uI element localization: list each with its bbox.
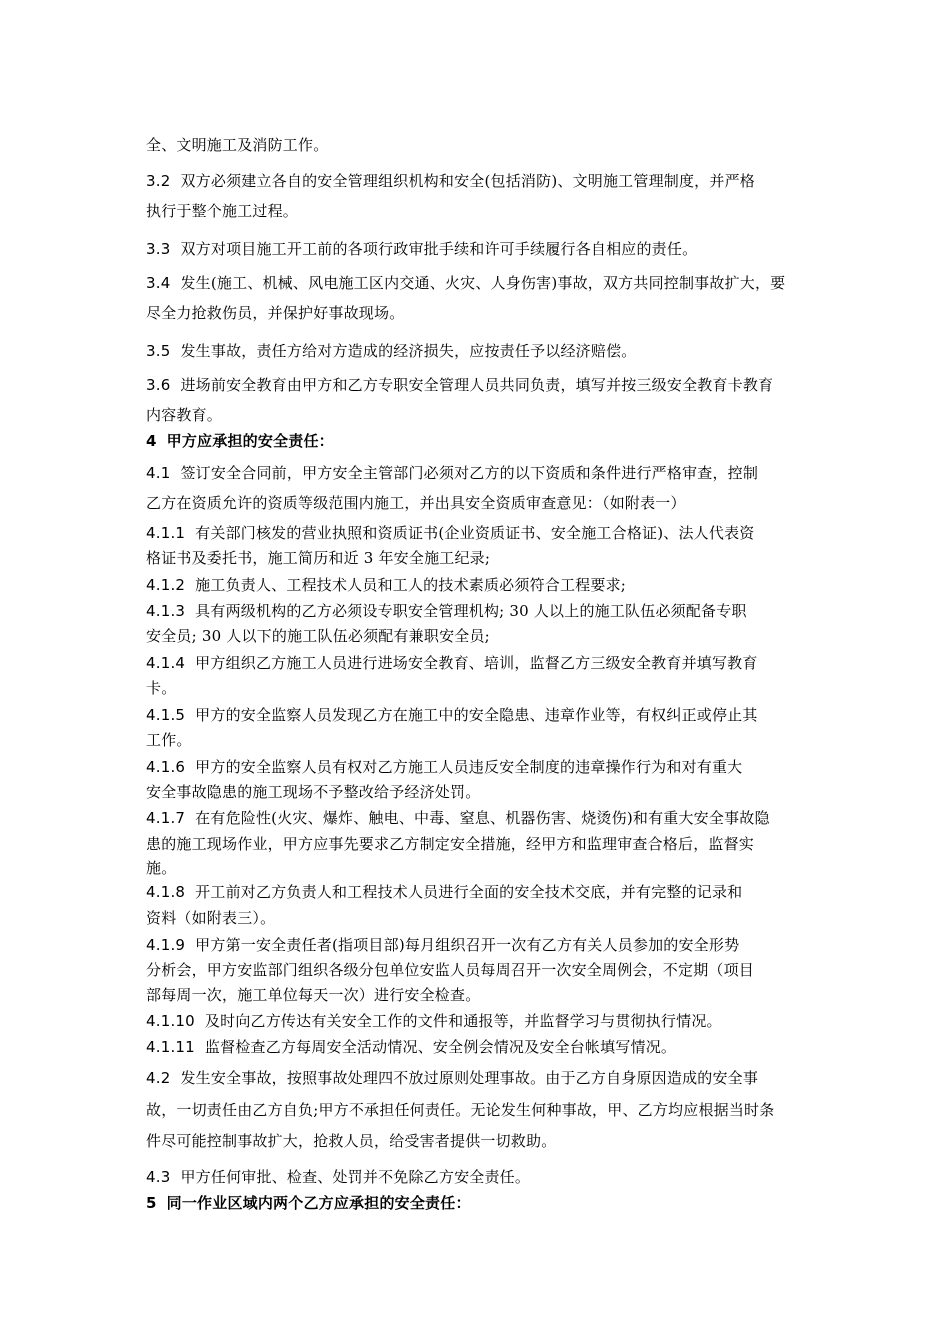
clause-line: [146, 808, 770, 828]
clause-text: 甲方第一安全责任者(指项目部)每月组织召开一次有乙方有关人员参加的安全形势: [195, 936, 740, 954]
clause-text: 发生(施工、机械、风电施工区内交通、火灾、人身伤害)事故，双方共同控制事故扩大，要: [180, 274, 786, 292]
clause-number: 4.1.5: [146, 706, 186, 724]
clause-number: 5: [146, 1194, 157, 1212]
clause-continuation: [146, 626, 490, 646]
clause-continuation: [146, 678, 176, 698]
clause-number: 4.1.4: [146, 654, 186, 672]
clause-line: [146, 575, 626, 595]
clause-text: 执行于整个施工过程。: [146, 202, 299, 220]
clause-line: [146, 653, 758, 673]
clause-text: 发生事故，责任方给对方造成的经济损失，应按责任予以经济赔偿。: [180, 342, 637, 360]
clause-text: 故，一切责任由乙方自负;甲方不承担任何责任。无论发生何种事故，甲、乙方均应根据当时条: [146, 1101, 775, 1119]
clause-continuation: [146, 493, 686, 513]
clause-text: 患的施工现场作业，甲方应事先要求乙方制定安全措施，经甲方和监理审查合格后，监督实: [146, 835, 755, 853]
clause-text: 开工前对乙方负责人和工程技术人员进行全面的安全技术交底，并有完整的记录和: [195, 883, 743, 901]
clause-text: 具有两级机构的乙方必须设专职安全管理机构; 30 人以上的施工队伍必须配备专职: [195, 602, 747, 620]
clause-line: [146, 375, 773, 395]
clause-text: 格证书及委托书，施工简历和近 3 年安全施工纪录;: [146, 549, 491, 567]
clause-text: 进场前安全教育由甲方和乙方专职安全管理人员共同负责，填写并按三级安全教育卡教育: [180, 376, 774, 394]
clause-text: 件尽可能控制事故扩大，抢救人员，给受害者提供一切救助。: [146, 1132, 557, 1150]
clause-text: 甲方的安全监察人员有权对乙方施工人员违反安全制度的违章操作行为和对有重大: [195, 758, 743, 776]
clause-text: 资料（如附表三）。: [146, 909, 276, 927]
clause-text: 甲方应承担的安全责任：: [166, 432, 334, 450]
clause-number: 3.6: [146, 376, 171, 394]
clause-number: 4.3: [146, 1168, 171, 1186]
clause-continuation: [146, 1100, 774, 1120]
clause-continuation: [146, 1131, 556, 1151]
clause-line: [146, 239, 697, 259]
clause-continuation: [146, 135, 328, 155]
clause-number: 3.4: [146, 274, 171, 292]
clause-number: 4.1.9: [146, 936, 186, 954]
clause-text: 卡。: [146, 679, 177, 697]
clause-continuation: [146, 303, 404, 323]
clause-text: 签订安全合同前，甲方安全主管部门必须对乙方的以下资质和条件进行严格审查，控制: [180, 464, 759, 482]
clause-line: [146, 705, 758, 725]
clause-line: [146, 935, 739, 955]
clause-continuation: [146, 405, 222, 425]
clause-continuation: [146, 834, 754, 854]
clause-number: 4.1: [146, 464, 171, 482]
clause-number: 4.1.11: [146, 1038, 195, 1056]
clause-number: 4.1.6: [146, 758, 186, 776]
clause-continuation: [146, 201, 298, 221]
clause-continuation: [146, 908, 275, 928]
clause-continuation: [146, 548, 490, 568]
clause-text: 甲方的安全监察人员发现乙方在施工中的安全隐患、违章作业等，有权纠正或停止其: [195, 706, 758, 724]
clause-number: 4: [146, 432, 157, 450]
clause-line: [146, 171, 755, 191]
clause-line: [146, 273, 785, 293]
clause-text: 监督检查乙方每周安全活动情况、安全例会情况及安全台帐填写情况。: [204, 1038, 677, 1056]
clause-continuation: [146, 985, 480, 1005]
clause-text: 安全事故隐患的施工现场不予整改给予经济处罚。: [146, 783, 481, 801]
clause-text: 及时向乙方传达有关安全工作的文件和通报等，并监督学习与贯彻执行情况。: [204, 1012, 722, 1030]
clause-text: 全、文明施工及消防工作。: [146, 136, 329, 154]
clause-text: 甲方任何审批、检查、处罚并不免除乙方安全责任。: [180, 1168, 531, 1186]
clause-number: 4.2: [146, 1069, 171, 1087]
clause-number: 4.1.3: [146, 602, 186, 620]
clause-line: [146, 1068, 758, 1088]
clause-number: 3.2: [146, 172, 171, 190]
clause-text: 甲方组织乙方施工人员进行进场安全教育、培训，监督乙方三级安全教育并填写教育: [195, 654, 758, 672]
clause-line: [146, 1037, 676, 1057]
clause-number: 4.1.10: [146, 1012, 195, 1030]
clause-text: 安全员; 30 人以下的施工队伍必须配有兼职安全员;: [146, 627, 490, 645]
clause-line: [146, 523, 754, 543]
clause-text: 分析会，甲方安监部门组织各级分包单位安监人员每周召开一次安全周例会，不定期（项目: [146, 961, 755, 979]
clause-text: 尽全力抢救伤员，并保护好事故现场。: [146, 304, 405, 322]
section-heading: [146, 1193, 471, 1213]
clause-continuation: [146, 782, 480, 802]
clause-line: [146, 1011, 722, 1031]
clause-continuation: [146, 960, 754, 980]
clause-text: 施工负责人、工程技术人员和工人的技术素质必须符合工程要求;: [195, 576, 627, 594]
clause-text: 有关部门核发的营业执照和资质证书(企业资质证书、安全施工合格证)、法人代表资: [195, 524, 755, 542]
clause-text: 部每周一次，施工单位每天一次）进行安全检查。: [146, 986, 481, 1004]
clause-continuation: [146, 858, 176, 878]
clause-text: 同一作业区域内两个乙方应承担的安全责任：: [166, 1194, 471, 1212]
clause-number: 4.1.2: [146, 576, 186, 594]
clause-line: [146, 757, 742, 777]
clause-number: 4.1.8: [146, 883, 186, 901]
clause-number: 4.1.7: [146, 809, 186, 827]
clause-text: 内容教育。: [146, 406, 223, 424]
clause-text: 双方必须建立各自的安全管理组织机构和安全(包括消防)、文明施工管理制度，并严格: [180, 172, 755, 190]
clause-line: [146, 463, 758, 483]
clause-line: [146, 601, 747, 621]
clause-text: 工作。: [146, 731, 192, 749]
clause-number: 4.1.1: [146, 524, 186, 542]
clause-text: 施。: [146, 859, 177, 877]
clause-text: 在有危险性(火灾、爆炸、触电、中毒、窒息、机器伤害、烧烫伤)和有重大安全事故隐: [195, 809, 770, 827]
clause-number: 3.3: [146, 240, 171, 258]
clause-text: 乙方在资质允许的资质等级范围内施工，并出具安全资质审查意见：（如附表一）: [146, 494, 686, 512]
clause-line: [146, 341, 636, 361]
clause-text: 双方对项目施工开工前的各项行政审批手续和许可手续履行各自相应的责任。: [180, 240, 698, 258]
section-heading: [146, 431, 334, 451]
clause-number: 3.5: [146, 342, 171, 360]
clause-text: 发生安全事故，按照事故处理四不放过原则处理事故。由于乙方自身原因造成的安全事: [180, 1069, 759, 1087]
clause-continuation: [146, 730, 192, 750]
clause-line: [146, 882, 742, 902]
clause-line: [146, 1167, 530, 1187]
